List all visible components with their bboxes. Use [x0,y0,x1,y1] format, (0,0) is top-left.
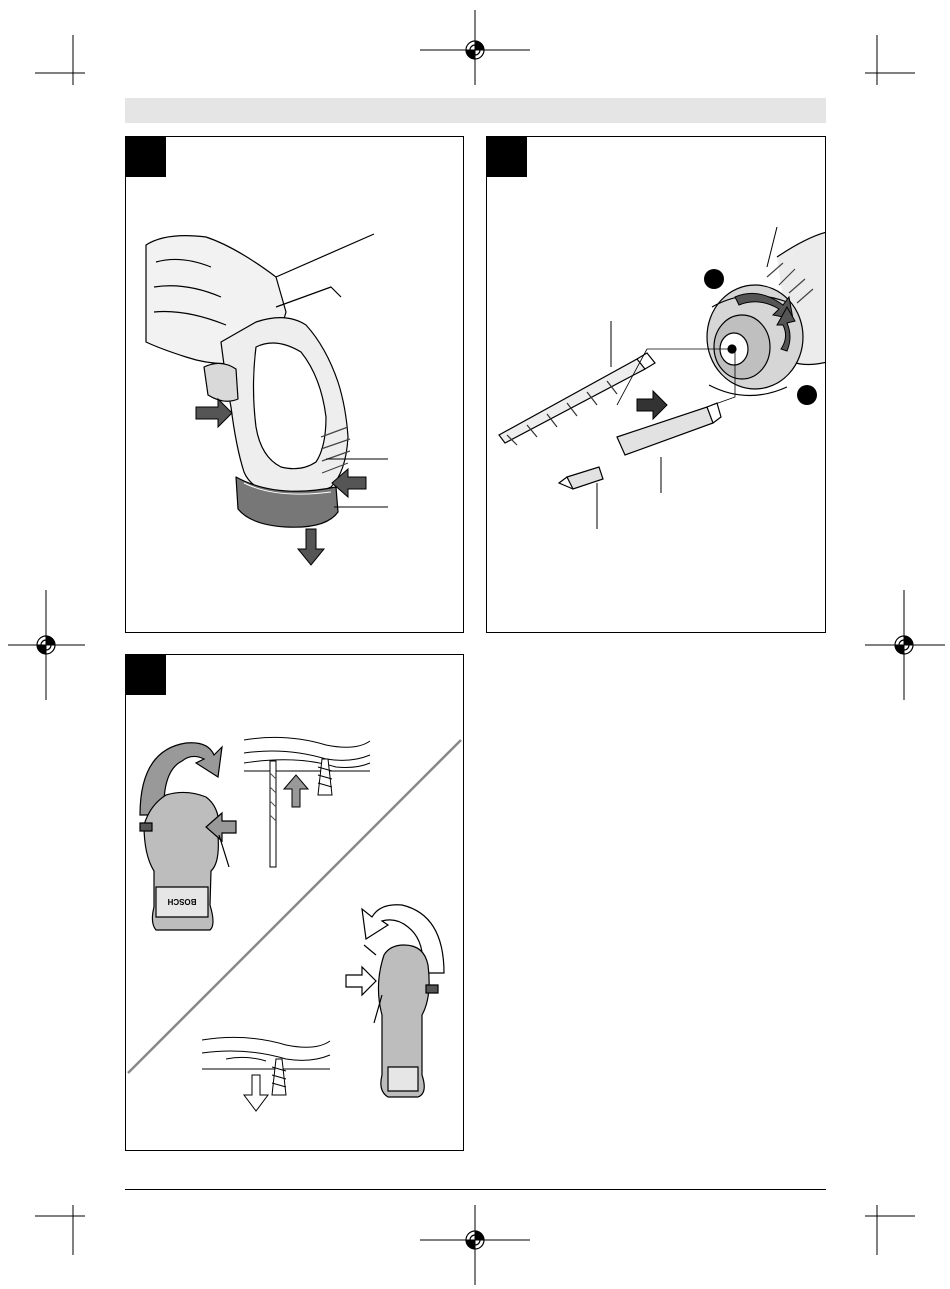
figure-1-panel [125,136,464,633]
arrow-icon [346,967,376,995]
arrow-icon [298,529,324,565]
drill-bit-icon [270,761,276,867]
footer-rule [125,1189,826,1190]
tool-label: BOSCH [167,897,197,906]
arrow-icon [284,775,308,807]
figure-3-panel [125,654,464,1151]
arrow-icon [196,399,232,427]
arrow-icon [244,1075,268,1111]
header-band [125,98,826,123]
battery-removal-illustration [126,137,464,633]
figure-2-panel [486,136,826,633]
rotation-direction-illustration [126,655,464,1151]
arrow-icon [637,391,667,419]
chuck-tool-insertion-illustration [487,137,826,633]
